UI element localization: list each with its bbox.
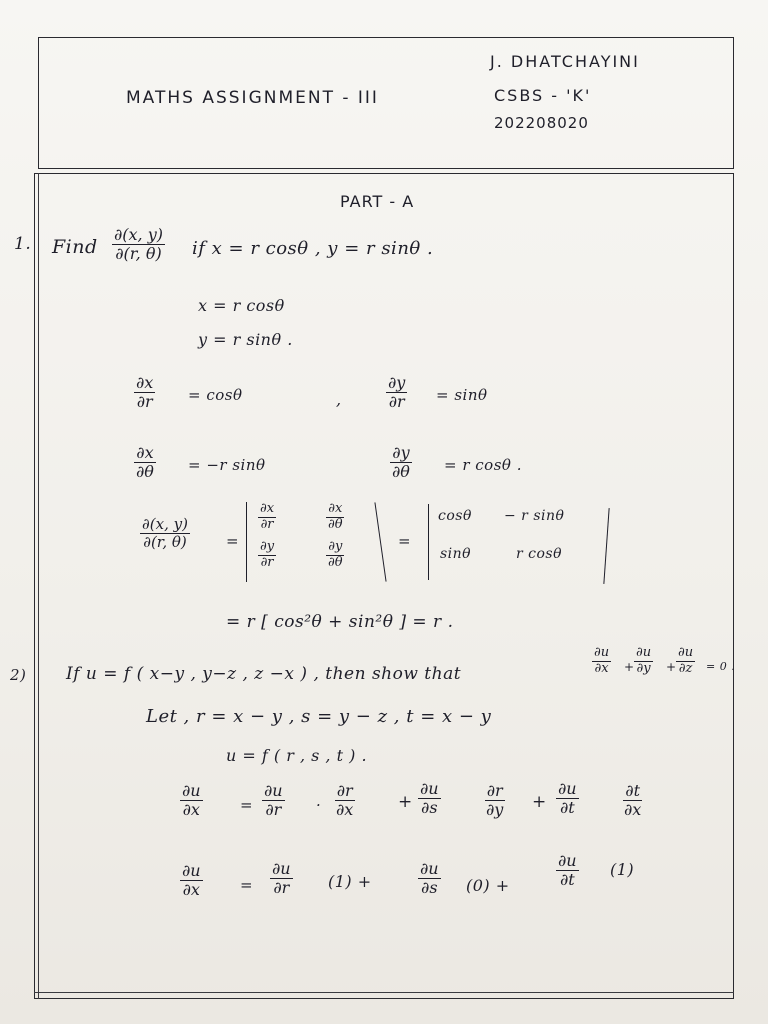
numerator: ∂y bbox=[260, 539, 275, 554]
chain-t1 bbox=[262, 782, 285, 820]
sum-term-x bbox=[592, 646, 611, 677]
question-2-number: 2) bbox=[10, 666, 27, 684]
numerator: ∂u bbox=[558, 779, 577, 798]
denominator: ∂x bbox=[336, 800, 354, 820]
denominator: ∂r bbox=[136, 392, 153, 412]
numerator: ∂u bbox=[594, 645, 610, 660]
question-1-condition: if x = r cosθ , y = r sinθ . bbox=[192, 238, 434, 259]
chain-t3 bbox=[418, 780, 441, 818]
denominator: ∂θ bbox=[392, 462, 410, 482]
chain-lhs bbox=[180, 782, 203, 820]
register-number: 202208020 bbox=[494, 114, 589, 132]
chain2-t1 bbox=[270, 860, 293, 898]
denominator: ∂(r, θ) bbox=[115, 244, 162, 264]
question-2-statement: If u = f ( x−y , y−z , z −x ) , then show that bbox=[66, 664, 462, 684]
numerator: ∂u bbox=[558, 851, 577, 870]
det2-a: cosθ bbox=[438, 508, 472, 524]
dy-dtheta-value: = r cosθ . bbox=[444, 456, 522, 474]
chain2-equals: = bbox=[240, 876, 254, 894]
chain-t5 bbox=[556, 780, 579, 818]
question-1-number: 1. bbox=[14, 234, 32, 254]
dy-dr-value: = sinθ bbox=[436, 386, 488, 404]
chain-equals: = bbox=[240, 796, 254, 814]
dy-dr bbox=[386, 374, 407, 412]
denominator: ∂s bbox=[421, 878, 438, 898]
chain-t4 bbox=[484, 782, 505, 820]
chain-t2 bbox=[334, 782, 355, 820]
chain2-coef-3: (1) bbox=[610, 860, 635, 879]
numerator: ∂x bbox=[136, 373, 154, 392]
numerator: ∂x bbox=[136, 443, 154, 462]
sum-plus-1: + bbox=[624, 660, 635, 674]
numerator: ∂u bbox=[420, 779, 439, 798]
numerator: ∂(x, y) bbox=[114, 225, 163, 244]
numerator: ∂u bbox=[264, 781, 283, 800]
det1-left-bar bbox=[246, 502, 247, 582]
chain2-t2 bbox=[418, 860, 441, 898]
numerator: ∂r bbox=[336, 781, 353, 800]
numerator: ∂r bbox=[486, 781, 503, 800]
denominator: ∂r bbox=[260, 554, 274, 570]
numerator: ∂u bbox=[678, 645, 694, 660]
jacobian-lhs bbox=[140, 516, 190, 552]
chain-t6 bbox=[622, 782, 643, 820]
numerator: ∂u bbox=[182, 861, 201, 880]
denominator: ∂y bbox=[636, 660, 651, 676]
denominator: ∂r bbox=[260, 516, 274, 532]
denominator: ∂x bbox=[594, 660, 609, 676]
det1-d bbox=[326, 540, 345, 571]
numerator: ∂y bbox=[328, 539, 343, 554]
let-substitution: Let , r = x − y , s = y − z , t = x − y bbox=[146, 706, 492, 727]
chain-plus-2: + bbox=[532, 792, 547, 812]
numerator: ∂x bbox=[260, 501, 275, 516]
det2-d: r cosθ bbox=[516, 546, 563, 562]
dx-dtheta-value: = −r sinθ bbox=[188, 456, 266, 474]
dx-dtheta bbox=[134, 444, 156, 482]
assignment-title: MATHS ASSIGNMENT - III bbox=[126, 88, 379, 108]
denominator: ∂(r, θ) bbox=[143, 533, 187, 552]
u-function: u = f ( r , s , t ) . bbox=[226, 746, 368, 765]
dy-dtheta bbox=[390, 444, 412, 482]
determinant-equals: = bbox=[398, 532, 412, 550]
sum-equals-zero: = 0 . bbox=[706, 660, 736, 673]
denominator: ∂θ bbox=[136, 462, 154, 482]
det2-c: sinθ bbox=[440, 546, 472, 562]
denominator: ∂z bbox=[678, 660, 693, 676]
denominator: ∂r bbox=[273, 878, 290, 898]
det1-a bbox=[258, 502, 276, 533]
question-1-jacobian bbox=[112, 226, 165, 264]
denominator: ∂s bbox=[421, 798, 438, 818]
bottom-rule bbox=[34, 992, 734, 993]
dx-dr-value: = cosθ bbox=[188, 386, 243, 404]
sum-plus-2: + bbox=[666, 660, 677, 674]
chain2-coef-1: (1) + bbox=[328, 872, 372, 891]
sum-term-z bbox=[676, 646, 695, 677]
numerator: ∂x bbox=[328, 501, 343, 516]
denominator: ∂x bbox=[182, 880, 200, 900]
numerator: ∂y bbox=[388, 373, 406, 392]
jacobian-result: = r [ cos²θ + sin²θ ] = r . bbox=[226, 612, 454, 632]
numerator: ∂u bbox=[636, 645, 652, 660]
numerator: ∂u bbox=[420, 859, 439, 878]
det1-c bbox=[258, 540, 276, 571]
sum-term-y bbox=[634, 646, 653, 677]
denominator: ∂y bbox=[486, 800, 504, 820]
denominator: ∂x bbox=[624, 800, 642, 820]
jacobian-equals: = bbox=[226, 532, 240, 550]
chain2-t3 bbox=[556, 852, 579, 890]
dx-dr bbox=[134, 374, 155, 412]
part-title: PART - A bbox=[340, 192, 415, 211]
denominator: ∂t bbox=[559, 870, 575, 890]
denominator: ∂r bbox=[265, 800, 282, 820]
question-1-find: Find bbox=[52, 236, 98, 258]
numerator: ∂u bbox=[182, 781, 201, 800]
det2-b: − r sinθ bbox=[504, 508, 565, 524]
numerator: ∂u bbox=[272, 859, 291, 878]
separator-comma: , bbox=[336, 390, 342, 409]
denominator: ∂θ bbox=[328, 516, 343, 532]
numerator: ∂y bbox=[392, 443, 410, 462]
chain-dot: · bbox=[316, 796, 322, 814]
margin-line bbox=[38, 173, 39, 999]
denominator: ∂x bbox=[182, 800, 200, 820]
denominator: ∂r bbox=[388, 392, 405, 412]
denominator: ∂θ bbox=[328, 554, 343, 570]
chain2-coef-2: (0) + bbox=[466, 876, 510, 895]
numerator: ∂t bbox=[625, 781, 640, 800]
numerator: ∂(x, y) bbox=[142, 515, 188, 533]
denominator: ∂t bbox=[559, 798, 575, 818]
given-y: y = r sinθ . bbox=[198, 330, 293, 349]
student-name: J. DHATCHAYINI bbox=[490, 52, 640, 71]
chain-plus-1: + bbox=[398, 792, 413, 812]
given-x: x = r cosθ bbox=[198, 296, 285, 315]
class-section: CSBS - 'K' bbox=[494, 86, 592, 105]
det1-b bbox=[326, 502, 345, 533]
det2-left-bar bbox=[428, 504, 429, 580]
chain2-lhs bbox=[180, 862, 203, 900]
